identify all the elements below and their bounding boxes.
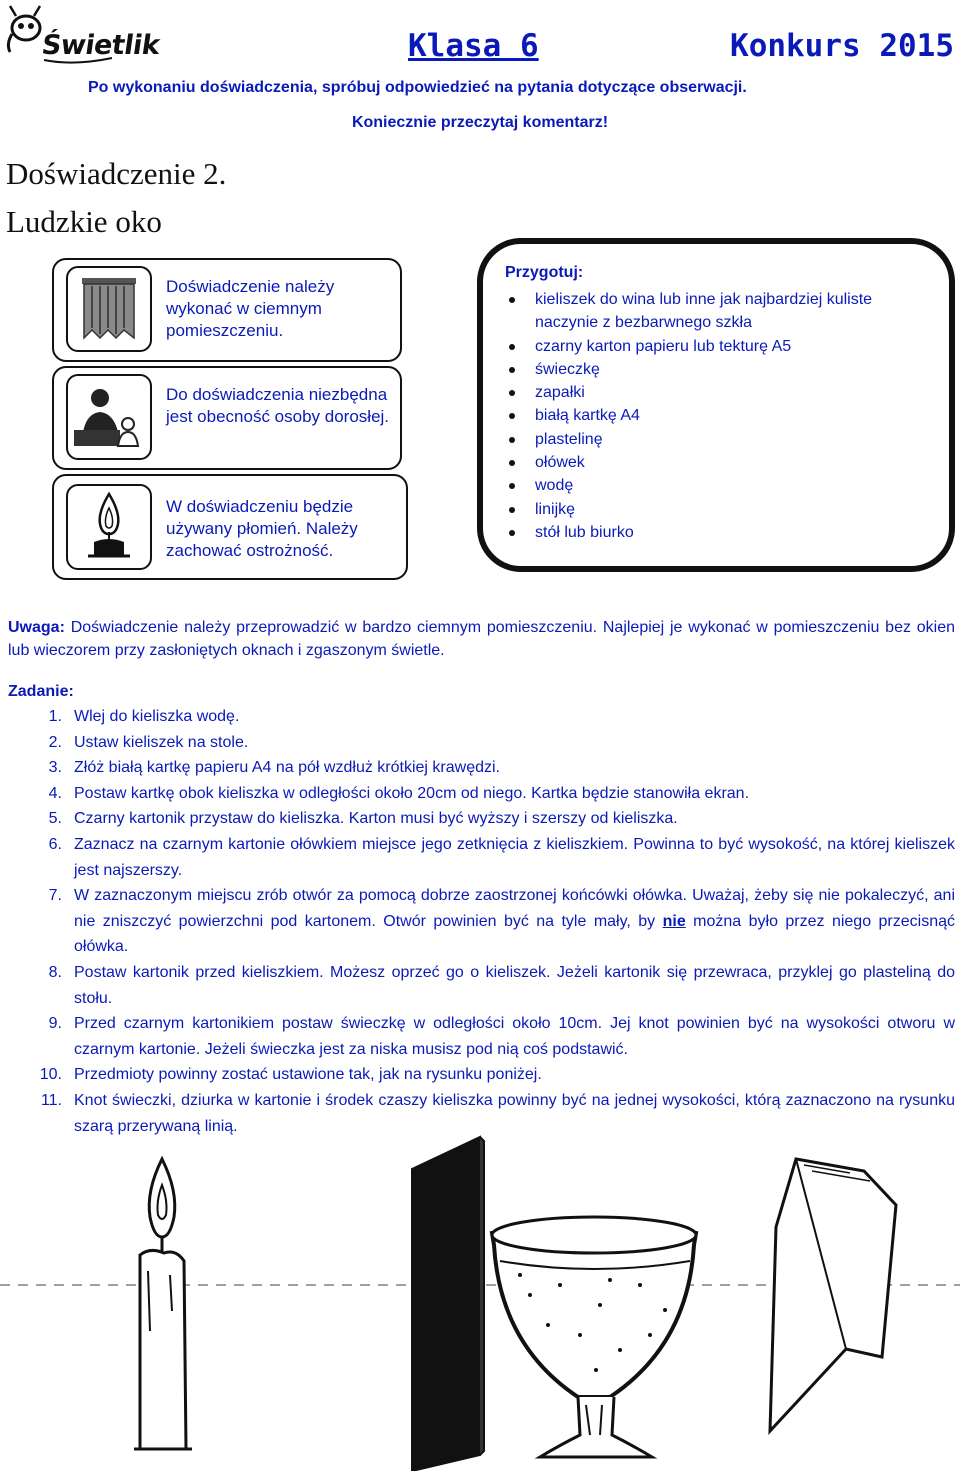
list-item: 2. Ustaw kieliszek na stole.	[48, 733, 249, 751]
list-item: 9. Przed czarnym kartonikiem postaw świeczkę w odległości około 10cm. Jej knot powinien być na wysokości otworu w czarnym kartonie. Jeżeli świeczka jest za niska musisz pod nią coś podstawić.	[48, 1015, 955, 1058]
bullet-icon	[509, 344, 515, 350]
experiment-name: Ludzkie oko	[6, 204, 162, 239]
bullet-icon	[509, 297, 515, 303]
bullet-icon	[509, 507, 515, 513]
warning-flame-text: W doświadczeniu będzie używany płomień. Należy zachować ostrożność.	[166, 497, 358, 560]
emphasis-word: nie	[662, 912, 686, 930]
prepare-list	[505, 288, 925, 544]
instruction-text: Po wykonaniu doświadczenia, spróbuj odpowiedzieć na pytania dotyczące obserwacji.	[88, 79, 747, 96]
list-item: czarny karton papieru lub tekturę A5	[505, 335, 925, 358]
note-label: Uwaga:	[8, 619, 65, 636]
contest-title: Konkurs 2015	[730, 28, 954, 64]
note-text: Doświadczenie należy przeprowadzić w bardzo ciemnym pomieszczeniu. Najlepiej je wykonać w pomieszczeniu bez okien lub wieczorem przy zasłoniętych oknach i zgaszonym świetle.	[8, 619, 956, 660]
candle-drawing	[134, 1159, 192, 1449]
bullet-icon	[509, 367, 515, 373]
list-item: stół lub biurko	[505, 521, 925, 544]
bullet-icon	[509, 437, 515, 443]
wine-glass-drawing	[492, 1217, 696, 1457]
warning-flame	[52, 474, 408, 580]
list-item: białą kartkę A4	[505, 404, 925, 427]
prepare-box	[477, 238, 955, 572]
flame-icon	[66, 484, 152, 570]
warning-dark-room	[52, 258, 402, 362]
note-paragraph	[8, 616, 955, 662]
bullet-icon	[509, 483, 515, 489]
experiment-title	[6, 150, 226, 246]
list-item: świeczkę	[505, 358, 925, 381]
warning-adult	[52, 366, 402, 470]
list-item: plastelinę	[505, 428, 925, 451]
experiment-number: Doświadczenie 2.	[6, 156, 227, 191]
list-item: 10. Przedmioty powinny zostać ustawione tak, jak na rysunku poniżej.	[39, 1066, 542, 1084]
list-item: 11. Knot świeczki, dziurka w kartonie i środek czaszy kieliszka powinny być na jednej wysokości, którą zaznaczono na rysunku szarą przerywaną linią.	[40, 1091, 955, 1135]
warning-dark-room-text: Doświadczenie należy wykonać w ciemnym pomieszczeniu.	[166, 277, 335, 340]
task-steps	[8, 704, 955, 1139]
list-item: zapałki	[505, 381, 925, 404]
black-cardboard-drawing	[412, 1137, 484, 1471]
adult-supervision-icon	[66, 374, 152, 460]
paper-screen-drawing	[770, 1159, 896, 1431]
list-item: wodę	[505, 474, 925, 497]
list-item: kieliszek do wina lub inne jak najbardziej kuliste naczynie z bezbarwnego szkła	[505, 288, 925, 335]
prepare-title: Przygotuj:	[505, 264, 584, 281]
bullet-icon	[509, 390, 515, 396]
list-item: 7. W zaznaczonym miejscu zrób otwór za pomocą dobrze zaostrzonej końcówki ołówka. Uważaj, żeby się nie pokaleczyć, ani nie zniszczyć powierzchni pod kartonem. Otwór powinien być na tyle mały, by nie można było przez niego przecisnąć ołówka.	[48, 887, 955, 956]
list-item: 3. Złóż białą kartkę papieru A4 na pół wzdłuż krótkiej krawędzi.	[48, 759, 500, 777]
list-item: 5. Czarny kartonik przystaw do kieliszka. Karton musi być wyższy i szerszy od kieliszka.	[48, 810, 678, 828]
bullet-icon	[509, 413, 515, 419]
class-title: Klasa 6	[408, 28, 539, 64]
bullet-icon	[509, 530, 515, 536]
list-item: linijkę	[505, 498, 925, 521]
list-item: 6. Zaznacz na czarnym kartonie ołówkiem miejsce jego zetknięcia z kieliszkiem. Powinna to być wysokość, na której kieliszek jest najszerszy.	[48, 835, 955, 879]
list-item: ołówek	[505, 451, 925, 474]
curtain-icon	[66, 266, 152, 352]
warning-adult-text: Do doświadczenia niezbędna jest obecność osoby dorosłej.	[166, 385, 390, 426]
logo-text: Świetlik	[39, 30, 162, 61]
list-item: 8. Postaw kartonik przed kieliszkiem. Możesz oprzeć go o kieliszek. Jeżeli kartonik się przewraca, przyklej go plasteliną do stołu.	[48, 963, 955, 1007]
task-label: Zadanie:	[8, 683, 74, 700]
list-item: 1. Wlej do kieliszka wodę.	[48, 708, 240, 725]
list-item: 4. Postaw kartkę obok kieliszka w odległości około 20cm od niego. Kartka będzie stanowiła ekran.	[48, 784, 750, 802]
must-read-text: Koniecznie przeczytaj komentarz!	[351, 114, 609, 131]
setup-illustration	[0, 1135, 960, 1471]
bullet-icon	[509, 460, 515, 466]
